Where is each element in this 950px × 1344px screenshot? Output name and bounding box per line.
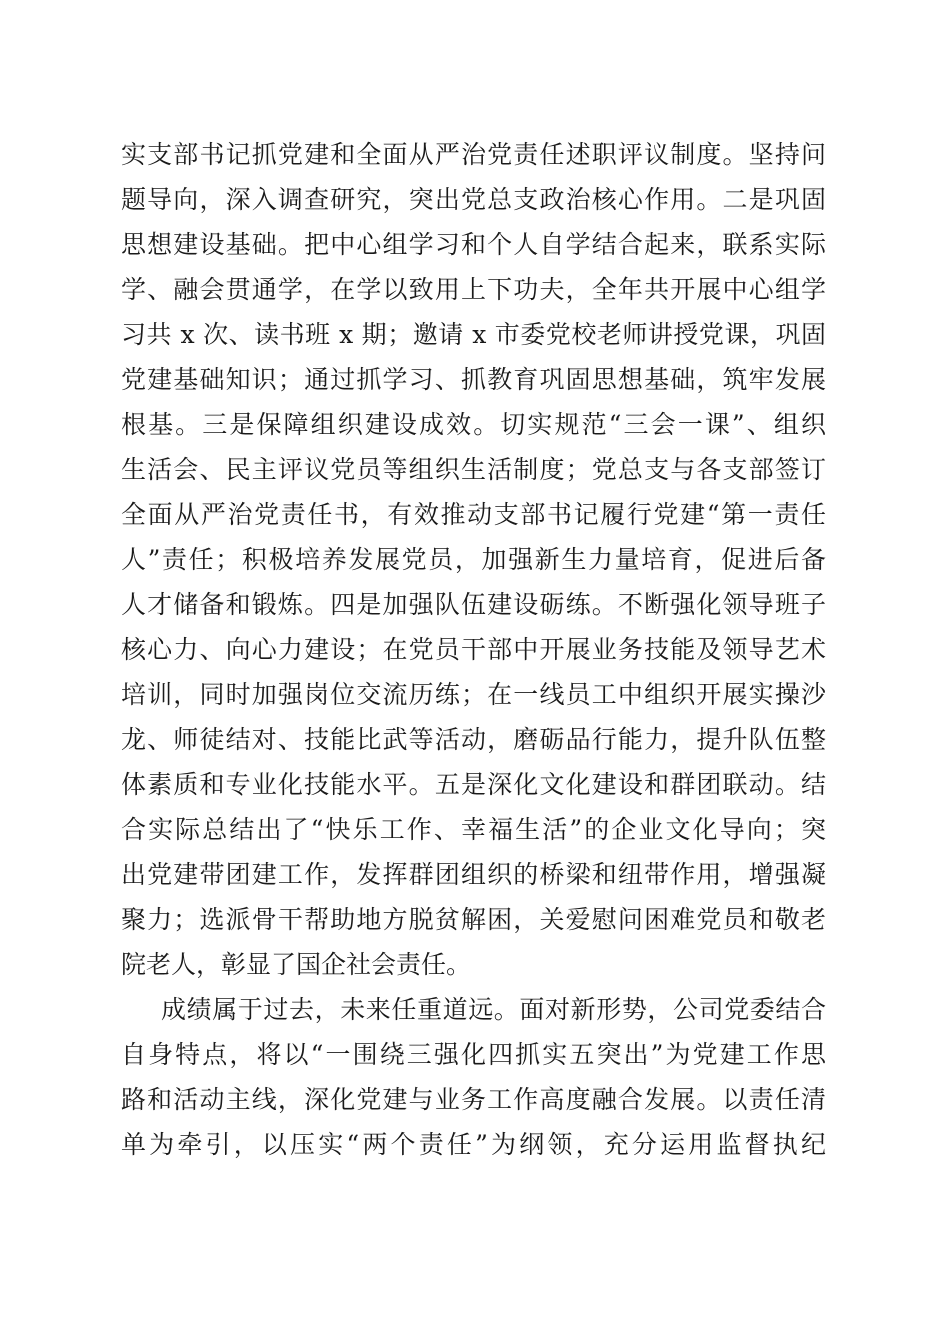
text-line: 合实际总结出了“快乐工作、幸福生活”的企业文化导向；突: [121, 815, 826, 844]
text-line: 实支部书记抓党建和全面从严治党责任述职评议制度。坚持问: [121, 140, 826, 169]
text-line: 自身特点，将以“一围绕三强化四抓实五突出”为党建工作思: [121, 1040, 826, 1069]
text-line: 核心力、向心力建设；在党员干部中开展业务技能及领导艺术: [121, 635, 826, 664]
text-line: 龙、师徒结对、技能比武等活动，磨砺品行能力，提升队伍整: [121, 725, 826, 754]
text-line: 党建基础知识；通过抓学习、抓教育巩固思想基础，筑牢发展: [121, 365, 826, 394]
text-line: 习共 x 次、读书班 x 期；邀请 x 市委党校老师讲授党课，巩固: [121, 320, 826, 349]
text-line: 聚力；选派骨干帮助地方脱贫解困，关爱慰问困难党员和敬老: [121, 905, 826, 934]
paragraph-first-line: 成绩属于过去，未来任重道远。面对新形势，公司党委结合: [161, 995, 826, 1024]
text-line: 人”责任；积极培养发展党员，加强新生力量培育，促进后备: [121, 545, 826, 574]
text-line: 路和活动主线，深化党建与业务工作高度融合发展。以责任清: [121, 1085, 826, 1114]
text-line: 题导向，深入调查研究，突出党总支政治核心作用。二是巩固: [121, 185, 826, 214]
text-line: 生活会、民主评议党员等组织生活制度；党总支与各支部签订: [121, 455, 826, 484]
text-line: 全面从严治党责任书，有效推动支部书记履行党建“第一责任: [121, 500, 826, 529]
text-line: 人才储备和锻炼。四是加强队伍建设砺练。不断强化领导班子: [121, 590, 826, 619]
text-line: 出党建带团建工作，发挥群团组织的桥梁和纽带作用，增强凝: [121, 860, 826, 889]
text-line: 单为牵引，以压实“两个责任”为纲领，充分运用监督执纪: [121, 1130, 826, 1159]
text-line: 根基。三是保障组织建设成效。切实规范“三会一课”、组织: [121, 410, 826, 439]
text-line: 院老人，彰显了国企社会责任。: [121, 950, 472, 979]
text-line: 培训，同时加强岗位交流历练；在一线员工中组织开展实操沙: [121, 680, 826, 709]
text-line: 思想建设基础。把中心组学习和个人自学结合起来，联系实际: [121, 230, 826, 259]
text-line: 体素质和专业化技能水平。五是深化文化建设和群团联动。结: [121, 770, 826, 799]
text-line: 学、融会贯通学，在学以致用上下功夫，全年共开展中心组学: [121, 275, 826, 304]
body-text: [121, 132, 826, 1167]
